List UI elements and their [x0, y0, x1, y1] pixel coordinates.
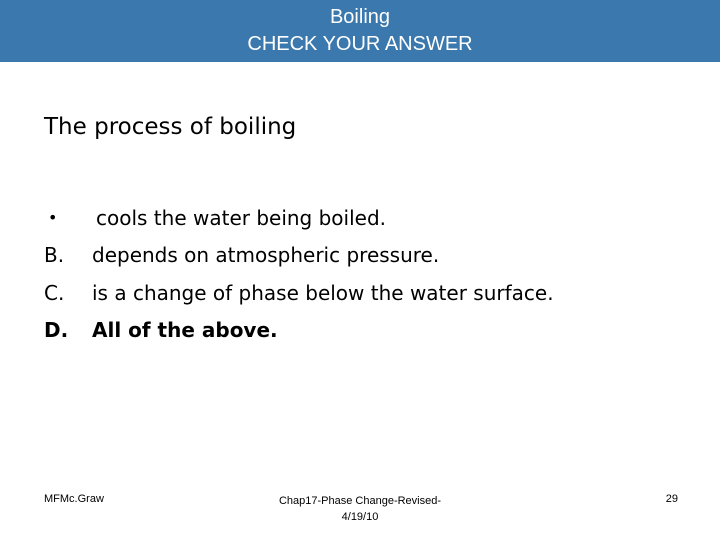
option-c: [44, 274, 684, 312]
slide-title: Boiling: [329, 6, 391, 28]
option-c-text: is a change of phase below the water surface.: [92, 280, 554, 305]
footer-author: MFMc.Graw: [44, 493, 104, 505]
option-b-marker: B.: [44, 243, 65, 268]
option-a-marker: •: [48, 208, 58, 228]
footer-chapter-info: [230, 493, 490, 525]
option-a: [44, 199, 684, 237]
option-d-correct-answer: [44, 312, 684, 350]
option-c-marker: C.: [44, 280, 65, 305]
footer-chapter-line1: Chap17-Phase Change-Revised-: [278, 495, 442, 507]
answer-options: [44, 199, 684, 349]
slide-subtitle: CHECK YOUR ANSWER: [247, 33, 473, 55]
option-d-text: All of the above.: [92, 318, 278, 343]
option-d-marker: D.: [44, 318, 69, 343]
footer-chapter-line2: 4/19/10: [341, 511, 379, 523]
option-b: [44, 237, 684, 275]
footer-page-number: 29: [665, 493, 678, 505]
slide-header: [0, 0, 720, 62]
option-b-text: depends on atmospheric pressure.: [92, 243, 440, 268]
option-a-text: cools the water being boiled.: [96, 205, 387, 230]
question-text: The process of boiling: [44, 114, 297, 140]
